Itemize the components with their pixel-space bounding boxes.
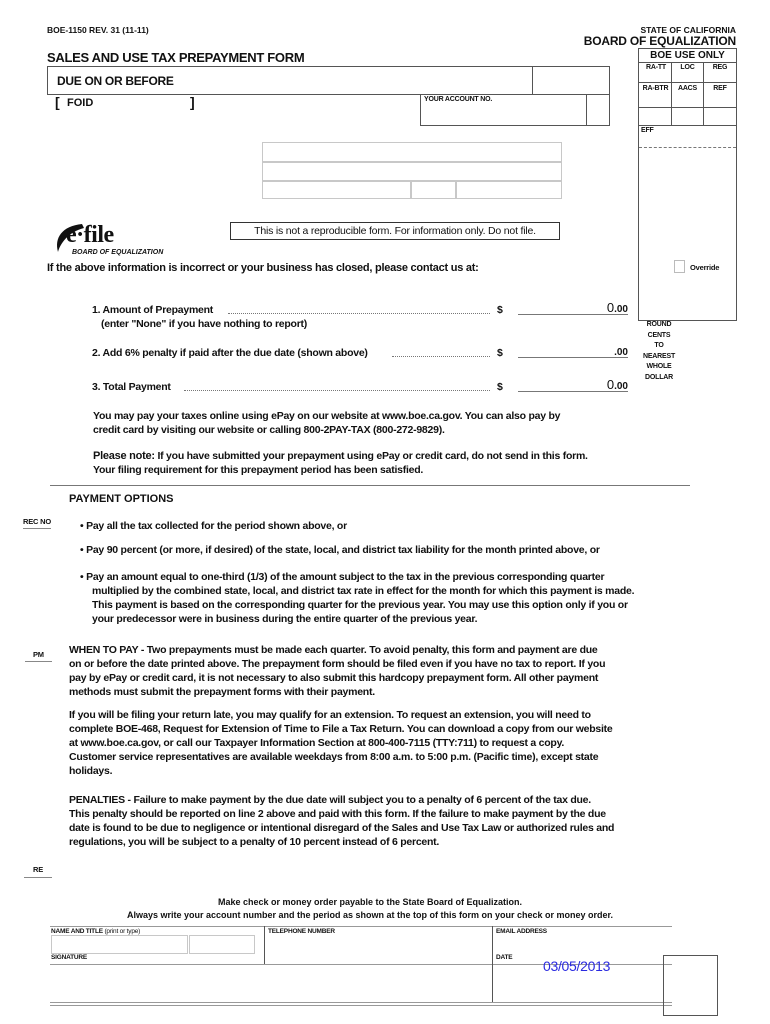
state-label: STATE OF CALIFORNIA	[640, 25, 736, 35]
signature-field[interactable]	[51, 966, 489, 1000]
address-line-1[interactable]	[262, 142, 562, 162]
address-zip[interactable]	[456, 181, 562, 199]
efile-logo	[52, 220, 187, 260]
line1-cents: .00	[614, 304, 628, 315]
efile-logo-subtext: BOARD OF EQUALIZATION	[72, 249, 164, 256]
please-note-label: Please note:	[93, 450, 155, 462]
line2-currency: $	[497, 347, 503, 359]
address-line-2[interactable]	[262, 162, 562, 181]
due-date-box	[47, 66, 610, 95]
line2-label: 2. Add 6% penalty if paid after the due date (shown above)	[92, 347, 368, 359]
boe-ra-btr: RA-BTR	[642, 85, 669, 92]
date-field[interactable]: 03/05/2013	[543, 958, 611, 974]
divider	[50, 485, 690, 486]
line1-whole: 0	[606, 300, 615, 315]
line1-sublabel: (enter "None" if you have nothing to report)	[101, 318, 308, 330]
boe-use-only-box	[638, 48, 737, 321]
penalties-paragraph: PENALTIES - Failure to make payment by the due date will subject you to a penalty of 6 percent of the tax due. This penalty should be reported on line 2 above and paid with this form. If the failure to make payment by the due date is found to be due to negligence or intentional disregard of the Sales and Use Tax Law or authorized rules and regulations, you will be subject to a penalty of 10 percent instead of 6 percent.	[69, 794, 615, 848]
boe-ra-tt: RA-TT	[646, 64, 666, 71]
round-cents-note: ROUND CENTS TO NEAREST WHOLE DOLLAR	[642, 321, 676, 381]
line3-cents: .00	[614, 381, 628, 392]
override-label: Override	[690, 263, 720, 272]
line2-amount-field[interactable]	[518, 343, 628, 358]
epay-paragraph: You may pay your taxes online using ePay on our website at www.boe.ca.gov. You can also pay by credit card by visiting our website or calling 800-2PAY-TAX (800-272-9829).	[93, 410, 561, 436]
please-note-paragraph: Please note: If you have submitted your prepayment using ePay or credit card, do not send in this form. Your filing requirement for this prepayment period has been satisfied.	[93, 450, 588, 476]
telephone-field[interactable]	[266, 936, 490, 962]
line2-cents: .00	[614, 347, 628, 358]
payment-option-1: • Pay all the tax collected for the period shown above, or	[80, 520, 347, 532]
name-input[interactable]	[51, 935, 188, 954]
page-title: SALES AND USE TAX PREPAYMENT FORM	[47, 50, 305, 65]
foid-bracket-open: [	[55, 94, 60, 110]
foid-bracket-close: ]	[190, 94, 195, 110]
override-checkbox[interactable]	[674, 260, 685, 273]
not-reproducible-notice: This is not a reproducible form. For information only. Do not file.	[230, 222, 560, 240]
boe-aacs: AACS	[677, 85, 698, 92]
boe-eff: EFF	[641, 127, 654, 134]
account-number-field[interactable]	[420, 94, 610, 126]
account-label: YOUR ACCOUNT NO.	[424, 96, 493, 103]
form-id: BOE-1150 REV. 31 (11-11)	[47, 25, 149, 35]
re-label: RE	[24, 865, 52, 878]
signature-label: SIGNATURE	[51, 954, 87, 961]
line3-amount-field[interactable]	[518, 377, 628, 392]
extension-paragraph: If you will be filing your return late, you may qualify for an extension. To request an extension, you will need to complete BOE-468, Request for Extension of Time to File a Tax Return. You can download a copy from our website at www.boe.ca.gov, or call our Taxpayer Information Section at 800-400-7115 (TTY:711) to request a copy. Customer service representatives are available weekdays from 8:00 a.m. to 5:00 p.m. (Pacific time), except state holidays.	[69, 709, 613, 777]
line1-label: 1. Amount of Prepayment	[92, 304, 214, 316]
line3-currency: $	[497, 381, 503, 393]
address-city[interactable]	[262, 181, 411, 199]
pm-label: PM	[25, 650, 52, 662]
line3-whole: 0	[606, 377, 615, 392]
name-title-label: NAME AND TITLE (print or type)	[51, 928, 141, 935]
foid-label: FOID	[67, 97, 94, 109]
title-input[interactable]	[189, 935, 255, 954]
line1-amount-field[interactable]	[518, 300, 628, 315]
agency-label: BOARD OF EQUALIZATION	[583, 34, 736, 48]
when-to-pay-paragraph: WHEN TO PAY - Two prepayments must be made each quarter. To avoid penalty, this form and payment are due on or before the date printed above. The prepayment form should be filed even if you have no tax to report. If you pay by ePay or credit card, it is not necessary to also submit this hardcopy prepayment form. All other payment methods must submit the prepayment forms with their payment.	[69, 644, 606, 698]
efile-logo-text: e·file	[66, 222, 114, 248]
boe-use-title: BOE USE ONLY	[650, 50, 725, 61]
check-note: Make check or money order payable to the State Board of Equalization. Always write your account number and the period as shown at the top of this form on your check or money order.	[126, 897, 614, 920]
payment-option-2: • Pay 90 percent (or more, if desired) of the state, local, and district tax liability for the month printed above, or	[80, 544, 600, 556]
boe-ref: REF	[713, 85, 727, 92]
payment-option-3: • Pay an amount equal to one-third (1/3) of the amount subject to the tax in the previous corresponding quarter multiplied by the combined state, local, and district tax rate in effect for the month for which this payment is made. This payment is based on the corresponding quarter for the previous year. You may use this option only if you or your predecessor were in business during the entire quarter of the previous year.	[80, 571, 635, 625]
date-label: DATE	[496, 954, 513, 961]
contact-line: If the above information is incorrect or your business has closed, please contact us at:	[47, 262, 479, 274]
account-divider	[586, 94, 587, 125]
rec-no-label: REC NO	[23, 517, 51, 529]
boe-reg: REG	[712, 64, 728, 71]
line1-currency: $	[497, 304, 503, 316]
telephone-label: TELEPHONE NUMBER	[268, 928, 335, 935]
due-divider	[532, 67, 533, 94]
boe-loc: LOC	[680, 64, 695, 71]
line3-label: 3. Total Payment	[92, 381, 171, 393]
due-label: DUE ON OR BEFORE	[57, 74, 174, 88]
address-state[interactable]	[411, 181, 456, 199]
email-label: EMAIL ADDRESS	[496, 928, 547, 935]
corner-box	[663, 955, 718, 1016]
payment-options-title: PAYMENT OPTIONS	[69, 493, 174, 505]
